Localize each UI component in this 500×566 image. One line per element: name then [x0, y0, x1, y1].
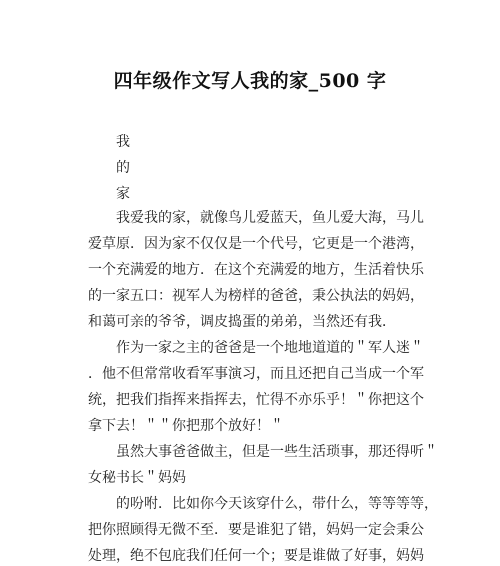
paragraph-line: 的一家五口：视军人为榜样的爸爸，秉公执法的妈妈， — [88, 288, 424, 304]
paragraph-line: ．他不但常常收看军事演习，而且还把自己当成一个军 — [88, 366, 424, 382]
paragraph-line: 爱草原．因为家不仅仅是一个代号，它更是一个港湾， — [88, 236, 424, 252]
paragraph-line: 统，把我们指挥来指挥去，忙得不亦乐乎！＂你把这个 — [88, 392, 424, 408]
paragraph-line: 虽然大事爸爸做主，但是一些生活琐事，那还得听＂ — [116, 444, 438, 460]
paragraph-line: 处理，绝不包庇我们任何一个；要是谁做了好事，妈妈 — [88, 548, 424, 564]
paragraph-line: 拿下去！＂＂你把那个放好！＂ — [88, 418, 284, 434]
paragraph-line: 女秘书长＂妈妈 — [88, 470, 186, 486]
heading-char-3: 家 — [116, 186, 130, 202]
document-title: 四年级作文写人我的家_500 字 — [113, 70, 387, 92]
paragraph-line: 和蔼可亲的爷爷，调皮捣蛋的弟弟，当然还有我． — [88, 314, 396, 330]
heading-char-1: 我 — [116, 134, 130, 150]
paragraph-line: 作为一家之主的爸爸是一个地地道道的＂军人迷＂ — [116, 340, 424, 356]
paragraph-line: 一个充满爱的地方．在这个充满爱的地方，生活着快乐 — [88, 262, 424, 278]
paragraph-line: 把你照顾得无微不至．要是谁犯了错，妈妈一定会秉公 — [88, 522, 424, 538]
paragraph-line: 的吩咐．比如你今天该穿什么，带什么，等等等等， — [116, 496, 438, 512]
heading-char-2: 的 — [116, 160, 130, 176]
paragraph-line: 我爱我的家，就像鸟儿爱蓝天，鱼儿爱大海，马儿 — [116, 210, 424, 226]
